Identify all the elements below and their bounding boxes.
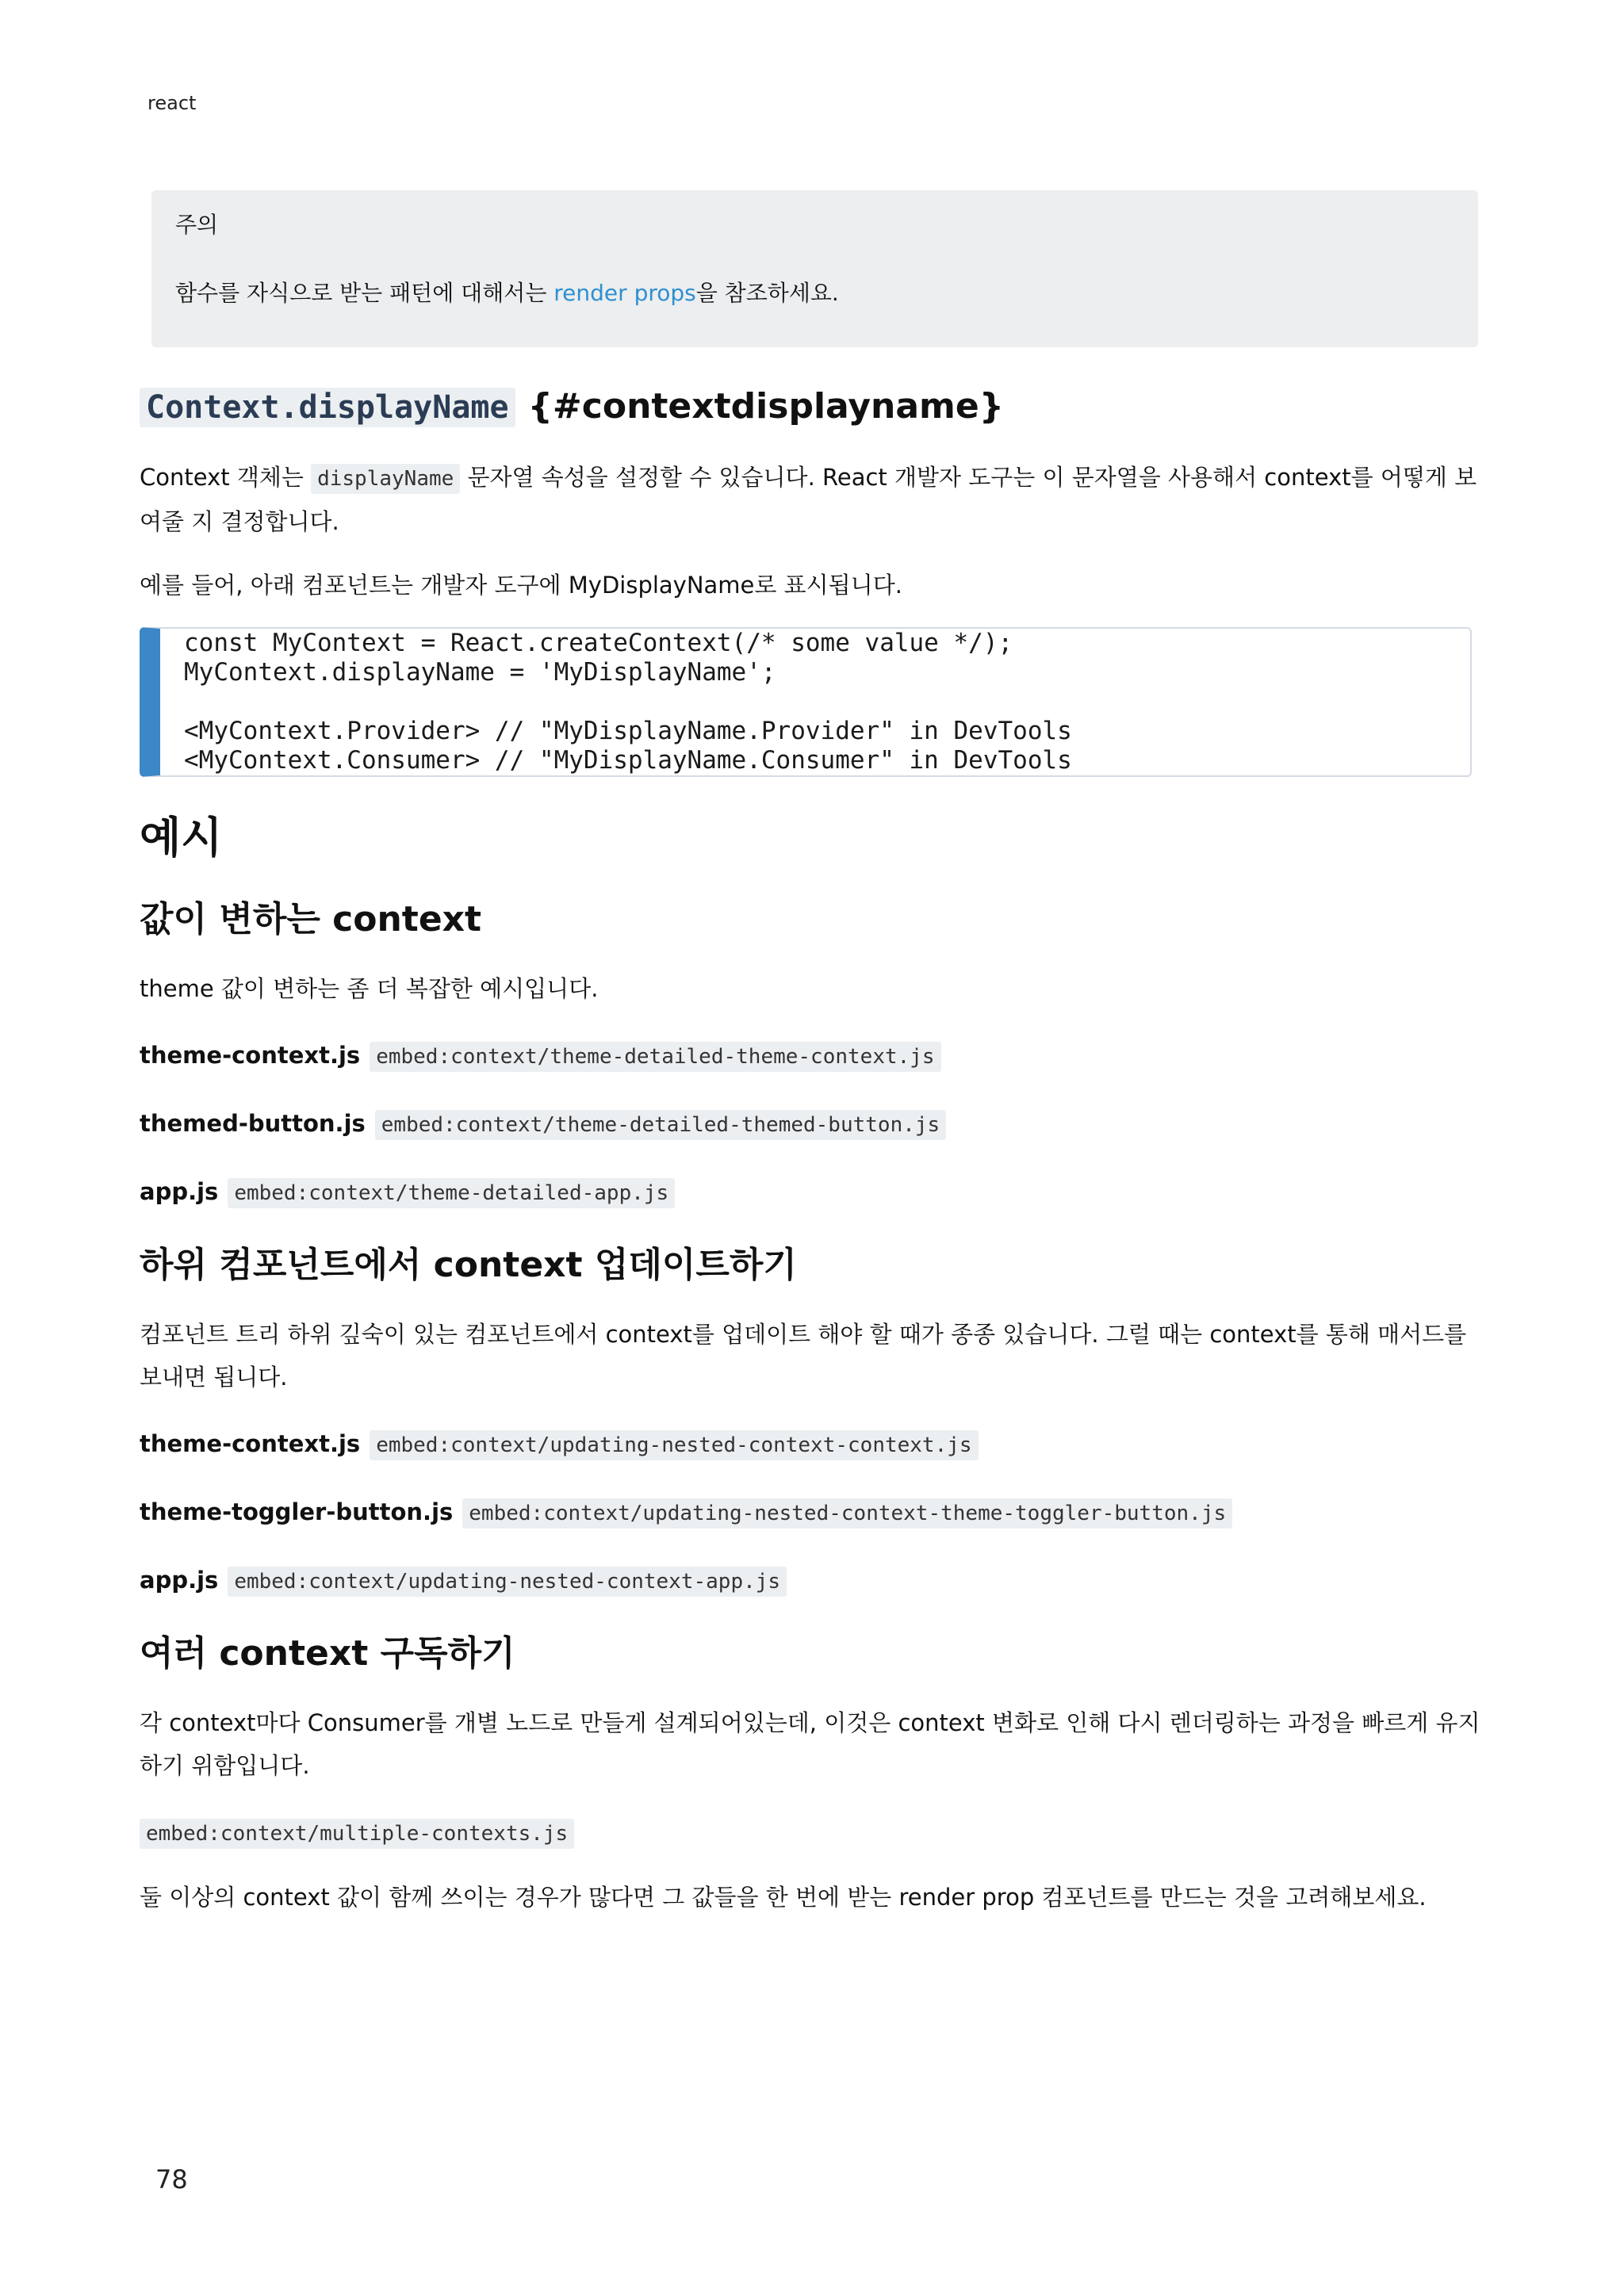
display-name-inline-code: displayName [311, 464, 460, 494]
embed-path: embed:context/theme-detailed-theme-context.js [370, 1042, 940, 1072]
note-text-before: 함수를 자식으로 받는 패턴에 대해서는 [175, 280, 554, 306]
running-header: react [147, 92, 197, 114]
file-embed-line [140, 1102, 1488, 1146]
file-embed-line [140, 1559, 1488, 1603]
file-name: app.js [140, 1178, 219, 1205]
file-name: theme-toggler-button.js [140, 1498, 454, 1525]
examples-heading: 예시 [140, 813, 223, 863]
nested-context-heading: 하위 컴포넌트에서 context 업데이트하기 [140, 1245, 797, 1285]
code-line: <MyContext.Consumer> // "MyDisplayName.Consumer" in DevTools [184, 746, 1072, 775]
code-line: const MyContext = React.createContext(/* some value */); [184, 629, 1013, 657]
file-embed-line [140, 1422, 1488, 1467]
display-name-anchor: {#contextdisplayname} [527, 386, 1005, 427]
note-body [175, 276, 1454, 311]
display-name-heading [140, 379, 1488, 435]
dynamic-context-paragraph: theme 값이 변하는 좀 더 복잡한 예시입니다. [140, 975, 599, 1002]
display-name-paragraph [140, 456, 1488, 543]
render-props-link[interactable]: render props [553, 280, 696, 306]
file-embed-line [140, 1490, 1488, 1535]
embed-path: embed:context/theme-detailed-themed-button.js [375, 1110, 946, 1140]
code-block [140, 627, 1472, 777]
code-line: MyContext.displayName = 'MyDisplayName'; [184, 658, 776, 687]
display-name-text-before: Context 객체는 [140, 464, 312, 491]
file-embed-line [140, 1811, 1488, 1855]
note-box [151, 190, 1478, 347]
page-number: 78 [155, 2164, 188, 2195]
display-name-example-paragraph: 예를 들어, 아래 컴포넌트는 개발자 도구에 MyDisplayName로 표시됩니다. [140, 572, 902, 599]
embed-path: embed:context/updating-nested-context-app.js [228, 1567, 787, 1597]
display-name-code-title: Context.displayName [140, 388, 515, 427]
nested-context-paragraph: 컴포넌트 트리 하위 깊숙이 있는 컴포넌트에서 context를 업데이트 해야 할 때가 종종 있습니다. 그럴 때는 context를 통해 매서드를 보내면 됩니다. [140, 1321, 1467, 1391]
file-embed-line [140, 1170, 1488, 1215]
file-name: theme-context.js [140, 1042, 361, 1069]
embed-path: embed:context/updating-nested-context-theme-toggler-button.js [462, 1498, 1232, 1529]
file-embed-line [140, 1034, 1488, 1078]
file-name: app.js [140, 1567, 219, 1594]
multiple-context-heading: 여러 context 구독하기 [140, 1633, 515, 1674]
code-line [184, 687, 1470, 717]
embed-path: embed:context/multiple-contexts.js [140, 1819, 574, 1849]
embed-path: embed:context/updating-nested-context-context.js [370, 1430, 978, 1460]
display-name-text-after: 문자열 속성을 설정할 수 있습니다. React 개발자 도구는 이 문자열을 사용해서 context를 어떻게 보여줄 지 결정합니다. [140, 464, 1477, 535]
note-text-after: 을 참조하세요. [695, 280, 839, 306]
page-content [140, 190, 1488, 1919]
code-line: <MyContext.Provider> // "MyDisplayName.Provider" in DevTools [184, 717, 1072, 745]
embed-path: embed:context/theme-detailed-app.js [228, 1178, 675, 1208]
note-title: 주의 [175, 212, 219, 238]
multiple-context-paragraph: 각 context마다 Consumer를 개별 노드로 만들게 설계되어있는데, 이것은 context 변화로 인해 다시 렌더링하는 과정을 빠르게 유지하기 위함입니다. [140, 1709, 1480, 1779]
multiple-context-paragraph-2: 둘 이상의 context 값이 함께 쓰이는 경우가 많다면 그 값들을 한 번에 받는 render prop 컴포넌트를 만드는 것을 고려해보세요. [140, 1884, 1427, 1911]
file-name: theme-context.js [140, 1430, 361, 1457]
file-name: themed-button.js [140, 1110, 366, 1137]
dynamic-context-heading: 값이 변하는 context [140, 899, 482, 939]
